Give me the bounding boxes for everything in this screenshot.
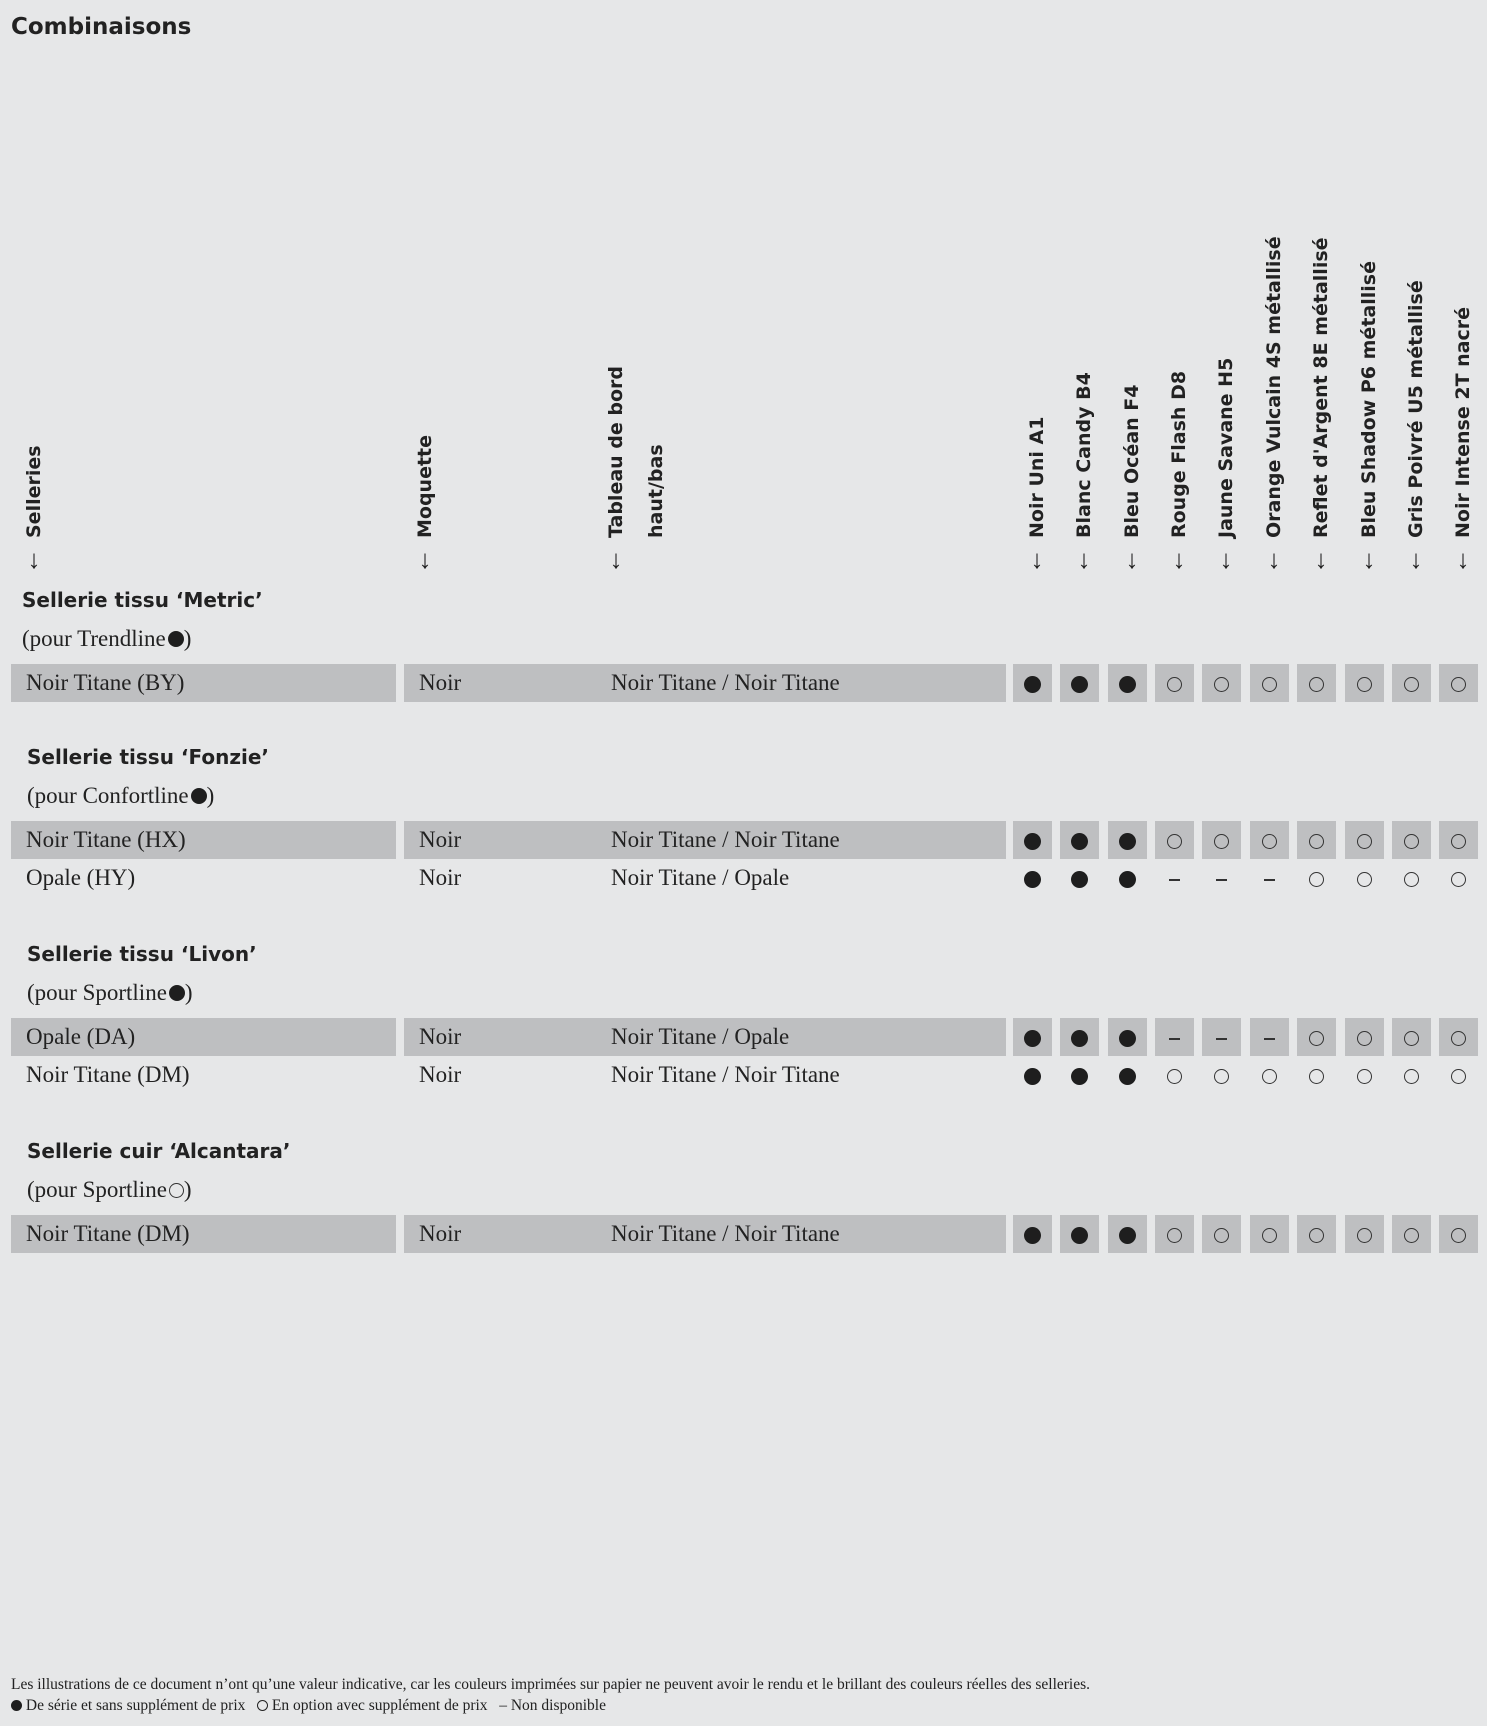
legend-standard: De série et sans supplément de prix	[25, 1697, 246, 1714]
legend	[11, 1697, 606, 1715]
empty-dot-icon	[1167, 834, 1182, 849]
header-color-6-line: Orange Vulcain 4S métallisé	[1263, 236, 1285, 538]
availability-cell	[1345, 1215, 1384, 1253]
empty-dot-icon	[1357, 834, 1372, 849]
empty-dot-icon	[1262, 834, 1277, 849]
availability-cell	[1250, 664, 1289, 702]
empty-dot-icon	[1451, 1031, 1466, 1046]
header-color-4-line: Rouge Flash D8	[1168, 370, 1190, 538]
section-subtitle-text: (pour Trendline	[22, 626, 166, 651]
legend-unavailable: – Non disponible	[499, 1697, 606, 1714]
availability-cell	[1345, 859, 1384, 897]
dash-icon	[1169, 1038, 1180, 1040]
empty-dot-icon	[1404, 1069, 1419, 1084]
availability-cell	[1345, 821, 1384, 859]
filled-dot-icon	[1024, 1068, 1041, 1085]
availability-cell	[1392, 859, 1431, 897]
empty-dot-icon	[1357, 1031, 1372, 1046]
arrow-down-icon: ↓	[1409, 545, 1423, 574]
availability-cell	[1439, 859, 1478, 897]
cell-sellerie: Noir Titane (DM)	[26, 1062, 190, 1087]
empty-dot-icon	[1309, 1228, 1324, 1243]
cell-moquette: Noir	[419, 1062, 462, 1087]
header-color-5-text	[1202, 138, 1250, 538]
header-color-4	[1155, 0, 1203, 574]
header-moquette	[401, 0, 449, 574]
availability-cell	[1108, 1215, 1147, 1253]
header-color-3	[1108, 0, 1156, 574]
availability-cell	[1202, 859, 1241, 897]
header-color-10-text	[1439, 138, 1487, 538]
section-subtitle: (pour Trendline )	[22, 626, 192, 651]
cell-moquette: Noir	[404, 821, 599, 859]
empty-dot-icon	[1214, 1228, 1229, 1243]
header-moquette-text	[401, 138, 449, 538]
availability-cell	[1250, 859, 1289, 897]
availability-cell	[1439, 1018, 1478, 1056]
availability-cell	[1297, 664, 1336, 702]
table-row	[11, 821, 1477, 859]
availability-cell	[1155, 821, 1194, 859]
empty-dot-icon	[1214, 1069, 1229, 1084]
header-tableau	[592, 0, 667, 574]
arrow-down-icon: ↓	[418, 545, 432, 574]
header-color-10-line: Noir Intense 2T nacré	[1452, 306, 1474, 538]
availability-cell	[1155, 1215, 1194, 1253]
arrow-down-icon: ↓	[1267, 545, 1281, 574]
availability-cell	[1108, 1018, 1147, 1056]
empty-dot-icon	[169, 1183, 184, 1198]
header-selleries-line: Selleries	[23, 445, 45, 538]
empty-dot-icon	[1167, 1069, 1182, 1084]
header-color-3-line: Bleu Océan F4	[1121, 384, 1143, 538]
legend-option: En option avec supplément de prix	[271, 1697, 488, 1714]
empty-dot-icon	[1309, 872, 1324, 887]
arrow-down-icon: ↓	[1125, 545, 1139, 574]
empty-dot-icon	[1309, 834, 1324, 849]
dash-icon	[1169, 879, 1180, 881]
header-color-10	[1439, 0, 1487, 574]
empty-dot-icon	[1357, 872, 1372, 887]
arrow-down-icon: ↓	[1314, 545, 1328, 574]
table-row	[11, 1018, 1477, 1056]
empty-dot-icon	[257, 1700, 268, 1711]
availability-cell	[1155, 1018, 1194, 1056]
availability-cell	[1250, 1215, 1289, 1253]
header-selleries	[10, 0, 58, 574]
cell-tableau: Noir Titane / Noir Titane	[596, 1215, 1006, 1253]
availability-cell	[1202, 1215, 1241, 1253]
availability-cell	[1392, 664, 1431, 702]
empty-dot-icon	[1451, 834, 1466, 849]
empty-dot-icon	[1404, 1031, 1419, 1046]
cell-tableau: Noir Titane / Opale	[611, 865, 790, 890]
availability-cell	[1108, 1056, 1147, 1094]
arrow-down-icon: ↓	[609, 545, 623, 574]
availability-cell	[1013, 1018, 1052, 1056]
table-row	[11, 1056, 1477, 1094]
header-color-7	[1297, 0, 1345, 574]
empty-dot-icon	[1404, 677, 1419, 692]
cell-sellerie: Noir Titane (DM)	[11, 1215, 396, 1253]
filled-dot-icon	[1119, 833, 1136, 850]
availability-cell	[1345, 664, 1384, 702]
availability-cell	[1013, 1056, 1052, 1094]
header-tableau-line: Tableau de bord	[605, 365, 627, 538]
section-subtitle: (pour Sportline )	[27, 1177, 192, 1202]
table-row	[11, 1215, 1477, 1253]
availability-cell	[1439, 821, 1478, 859]
empty-dot-icon	[1404, 872, 1419, 887]
empty-dot-icon	[1309, 1031, 1324, 1046]
availability-cell	[1439, 664, 1478, 702]
empty-dot-icon	[1214, 834, 1229, 849]
dash-icon	[1264, 879, 1275, 881]
cell-moquette: Noir	[404, 1215, 599, 1253]
filled-dot-icon	[191, 788, 207, 804]
filled-dot-icon	[1071, 1030, 1088, 1047]
header-moquette-line: Moquette	[414, 434, 436, 538]
availability-cell	[1297, 859, 1336, 897]
header-color-2	[1060, 0, 1108, 574]
header-color-5	[1202, 0, 1250, 574]
header-tableau-text	[592, 138, 667, 538]
filled-dot-icon	[1024, 1227, 1041, 1244]
availability-cell	[1297, 1056, 1336, 1094]
availability-cell	[1108, 859, 1147, 897]
filled-dot-icon	[1119, 1030, 1136, 1047]
availability-cell	[1392, 821, 1431, 859]
header-color-8-text	[1345, 138, 1393, 538]
empty-dot-icon	[1262, 1228, 1277, 1243]
cell-moquette: Noir	[419, 865, 462, 890]
empty-dot-icon	[1404, 1228, 1419, 1243]
filled-dot-icon	[1071, 676, 1088, 693]
availability-cell	[1250, 1018, 1289, 1056]
header-color-2-text	[1060, 138, 1108, 538]
header-color-9-line: Gris Poivré U5 métallisé	[1405, 280, 1427, 538]
empty-dot-icon	[1404, 834, 1419, 849]
empty-dot-icon	[1167, 1228, 1182, 1243]
section-subtitle: (pour Confortline )	[27, 783, 215, 808]
header-color-5-line: Jaune Savane H5	[1215, 357, 1237, 538]
availability-cell	[1013, 1215, 1052, 1253]
header-color-6-text	[1250, 138, 1298, 538]
cell-sellerie: Noir Titane (HX)	[11, 821, 396, 859]
dash-icon	[1216, 1038, 1227, 1040]
availability-cell	[1108, 821, 1147, 859]
availability-cell	[1060, 664, 1099, 702]
header-tableau-line: haut/bas	[645, 444, 667, 538]
filled-dot-icon	[168, 631, 184, 647]
header-color-8-line: Bleu Shadow P6 métallisé	[1358, 261, 1380, 538]
cell-sellerie: Noir Titane (BY)	[11, 664, 396, 702]
availability-cell	[1155, 1056, 1194, 1094]
cell-moquette: Noir	[404, 664, 599, 702]
filled-dot-icon	[1119, 871, 1136, 888]
availability-cell	[1155, 859, 1194, 897]
filled-dot-icon	[169, 985, 185, 1001]
header-color-7-text	[1297, 138, 1345, 538]
section-title: Sellerie cuir ‘Alcantara’	[27, 1139, 291, 1163]
filled-dot-icon	[1071, 1227, 1088, 1244]
table-row	[11, 664, 1477, 702]
availability-cell	[1392, 1018, 1431, 1056]
dash-icon	[1264, 1038, 1275, 1040]
header-color-7-line: Reflet d'Argent 8E métallisé	[1310, 237, 1332, 538]
filled-dot-icon	[1119, 1227, 1136, 1244]
availability-cell	[1060, 821, 1099, 859]
availability-cell	[1060, 1018, 1099, 1056]
section-subtitle-text: (pour Sportline	[27, 1177, 167, 1202]
header-color-1-line: Noir Uni A1	[1026, 416, 1048, 538]
availability-cell	[1297, 1018, 1336, 1056]
section-subtitle: (pour Sportline )	[27, 980, 193, 1005]
filled-dot-icon	[11, 1700, 22, 1711]
availability-cell	[1297, 1215, 1336, 1253]
empty-dot-icon	[1167, 677, 1182, 692]
empty-dot-icon	[1357, 1069, 1372, 1084]
empty-dot-icon	[1451, 1069, 1466, 1084]
footer-note: Les illustrations de ce document n’ont qu’une valeur indicative, car les couleurs imprimées sur papier ne peuvent avoir le rendu et le brillant des couleurs réelles des selleries.	[11, 1676, 1091, 1693]
availability-cell	[1250, 821, 1289, 859]
availability-cell	[1108, 664, 1147, 702]
availability-cell	[1392, 1056, 1431, 1094]
filled-dot-icon	[1119, 1068, 1136, 1085]
availability-cell	[1202, 1056, 1241, 1094]
cell-tableau: Noir Titane / Noir Titane	[596, 821, 1006, 859]
cell-sellerie: Opale (DA)	[11, 1018, 396, 1056]
arrow-down-icon: ↓	[27, 545, 41, 574]
availability-cell	[1345, 1056, 1384, 1094]
availability-cell	[1202, 664, 1241, 702]
availability-cell	[1345, 1018, 1384, 1056]
empty-dot-icon	[1262, 677, 1277, 692]
filled-dot-icon	[1024, 676, 1041, 693]
filled-dot-icon	[1024, 1030, 1041, 1047]
availability-cell	[1297, 821, 1336, 859]
availability-cell	[1060, 1215, 1099, 1253]
page-title: Combinaisons	[11, 14, 192, 40]
availability-cell	[1202, 821, 1241, 859]
arrow-down-icon: ↓	[1219, 545, 1233, 574]
availability-cell	[1439, 1215, 1478, 1253]
section-title: Sellerie tissu ‘Fonzie’	[27, 745, 270, 769]
arrow-down-icon: ↓	[1362, 545, 1376, 574]
header-color-3-text	[1108, 138, 1156, 538]
availability-cell	[1202, 1018, 1241, 1056]
empty-dot-icon	[1262, 1069, 1277, 1084]
filled-dot-icon	[1071, 871, 1088, 888]
availability-cell	[1392, 1215, 1431, 1253]
empty-dot-icon	[1309, 677, 1324, 692]
empty-dot-icon	[1451, 1228, 1466, 1243]
filled-dot-icon	[1071, 1068, 1088, 1085]
arrow-down-icon: ↓	[1077, 545, 1091, 574]
header-color-6	[1250, 0, 1298, 574]
availability-cell	[1439, 1056, 1478, 1094]
empty-dot-icon	[1451, 872, 1466, 887]
availability-cell	[1013, 859, 1052, 897]
cell-moquette: Noir	[404, 1018, 599, 1056]
filled-dot-icon	[1024, 833, 1041, 850]
header-color-2-line: Blanc Candy B4	[1073, 372, 1095, 538]
arrow-down-icon: ↓	[1030, 545, 1044, 574]
availability-cell	[1013, 664, 1052, 702]
availability-cell	[1013, 821, 1052, 859]
header-color-1	[1013, 0, 1061, 574]
availability-cell	[1060, 1056, 1099, 1094]
header-selleries-text	[10, 138, 58, 538]
cell-tableau: Noir Titane / Opale	[596, 1018, 1006, 1056]
dash-icon	[1216, 879, 1227, 881]
availability-cell	[1250, 1056, 1289, 1094]
cell-tableau: Noir Titane / Noir Titane	[611, 1062, 840, 1087]
section-subtitle-text: (pour Confortline	[27, 783, 189, 808]
header-color-4-text	[1155, 138, 1203, 538]
filled-dot-icon	[1071, 833, 1088, 850]
filled-dot-icon	[1024, 871, 1041, 888]
empty-dot-icon	[1357, 1228, 1372, 1243]
table-row	[11, 859, 1477, 897]
header-color-9	[1392, 0, 1440, 574]
empty-dot-icon	[1214, 677, 1229, 692]
empty-dot-icon	[1309, 1069, 1324, 1084]
section-title: Sellerie tissu ‘Livon’	[27, 942, 257, 966]
header-color-9-text	[1392, 138, 1440, 538]
availability-cell	[1060, 859, 1099, 897]
header-color-1-text	[1013, 138, 1061, 538]
header-color-8	[1345, 0, 1393, 574]
section-subtitle-text: (pour Sportline	[27, 980, 167, 1005]
cell-sellerie: Opale (HY)	[26, 865, 136, 890]
section-title: Sellerie tissu ‘Metric’	[22, 588, 263, 612]
cell-tableau: Noir Titane / Noir Titane	[596, 664, 1006, 702]
empty-dot-icon	[1451, 677, 1466, 692]
filled-dot-icon	[1119, 676, 1136, 693]
availability-cell	[1155, 664, 1194, 702]
arrow-down-icon: ↓	[1172, 545, 1186, 574]
arrow-down-icon: ↓	[1456, 545, 1470, 574]
empty-dot-icon	[1357, 677, 1372, 692]
